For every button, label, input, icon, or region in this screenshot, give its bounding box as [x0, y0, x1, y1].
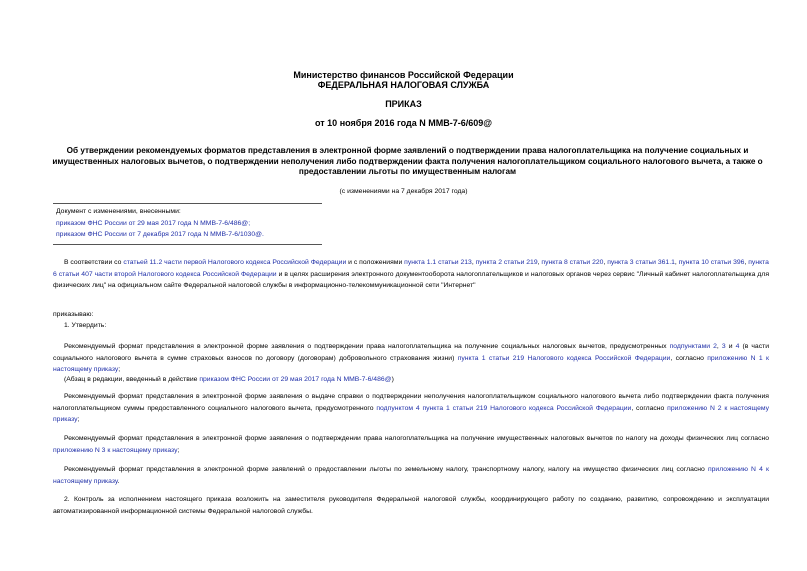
- link-subparagraph-3[interactable]: 3: [721, 343, 726, 350]
- amendments-bottom-rule: [53, 244, 322, 245]
- preamble-text: В соответствии со: [64, 259, 124, 266]
- service-heading: ФЕДЕРАЛЬНАЯ НАЛОГОВАЯ СЛУЖБА: [317, 80, 490, 90]
- link-appendix-4[interactable]: приложению N 4 к настоящему приказу: [53, 466, 769, 485]
- link-subparagraph-4-art219[interactable]: подпунктом 4 пункта 1 статьи 219 Налогового кодекса Российской Федерации: [376, 404, 632, 412]
- edition-note: (с изменениями на 7 декабря 2017 года): [339, 188, 468, 195]
- link-art213[interactable]: пункта 1.1 статьи 213: [404, 259, 472, 266]
- amendments-top-rule: [53, 203, 322, 204]
- date-number-heading: от 10 ноября 2016 года N ММВ-7-6/609@: [315, 118, 492, 128]
- link-art407[interactable]: пункта 6 статьи 407 части второй Налогового кодекса Российской Федерации: [53, 259, 769, 278]
- link-article-11-2[interactable]: статьей 11.2 части первой Налогового кодекса Российской Федерации: [123, 259, 347, 266]
- para-format-3: Рекомендуемый формат представления в электронной форме заявления о подтверждении права налогоплательщика на получение имущественных налоговых вычетов по налогу на доходы физических лиц согласно приложению N 3 к настоящему приказу;: [53, 435, 769, 454]
- document-title: Об утверждении рекомендуемых форматов представления в электронной форме заявлений о подтверждении права налогоплательщика на получение социальных и имущественных налоговых вычетов, о подтверждении неполучения либо подтверждении факта получения налогоплательщиком социального налогового вычета, а также о предоставлении льготы по имущественным налогам: [52, 146, 763, 177]
- link-art219-p1[interactable]: пункта 1 статьи 219 Налогового кодекса Российской Федерации: [457, 354, 671, 362]
- doc-type-heading: ПРИКАЗ: [385, 99, 422, 109]
- preamble-paragraph: [53, 257, 769, 292]
- amendments-heading: Документ с изменениями, внесенными:: [56, 208, 181, 215]
- preamble-text: ,: [471, 259, 476, 266]
- link-appendix-1[interactable]: приложению N 1 к настоящему приказу: [53, 354, 769, 373]
- preamble-text: ,: [537, 259, 542, 266]
- preamble-text: ,: [674, 259, 679, 266]
- link-art361[interactable]: пункта 3 статьи 361.1: [607, 259, 675, 266]
- link-art219[interactable]: пункта 2 статьи 219: [475, 259, 538, 266]
- para-format-4: Рекомендуемый формат представления в электронной форме заявлений о предоставлении льготы по земельному налогу, транспортному налогу, налогу на имущество физических лиц согласно приложению N 4 к настоящему приказу.: [53, 466, 769, 485]
- para-format-1-note: (Абзац в редакции, введенный в действие приказом ФНС России от 29 мая 2017 года N ММВ-7-6/486@): [64, 376, 394, 383]
- amendment-link-2[interactable]: приказом ФНС России от 7 декабря 2017 года N ММВ-7-6/1030@.: [56, 231, 264, 238]
- link-art396[interactable]: пункта 10 статьи 396: [678, 259, 745, 266]
- order-word: приказываю:: [53, 311, 94, 318]
- amendment-link-1[interactable]: приказом ФНС России от 29 мая 2017 года N ММВ-7-6/486@;: [56, 219, 251, 227]
- para-format-1: Рекомендуемый формат представления в электронной форме заявления о подтверждении права налогоплательщика на получение социальных налоговых вычетов, предусмотренных подпунктами 2, 3 и 4 (в части социального налогового вычета в сумме страховых взносов по договору (договорам) добровольного страхования жизни) пункта 1 статьи 219 Налогового кодекса Российской Федерации, согласно приложению N 1 к настоящему приказу;: [53, 343, 770, 373]
- item-1: 1. Утвердить:: [64, 322, 107, 329]
- para-format-2: Рекомендуемый формат представления в электронной форме заявления о выдаче справки о подтверждении неполучения налогоплательщиком социального налогового вычета либо подтверждении факта получения налогоплательщиком суммы предоставленного социального налогового вычета, предусмотренного подпунктом 4 пункта 1 статьи 219 Налогового кодекса Российской Федерации, согласно приложению N 2 к настоящему приказу;: [53, 393, 769, 423]
- preamble-text: и в целях расширения электронного документооборота налогоплательщиков и налоговых органов через сервис "Личный кабинет налогоплательщика для физических лиц" на официальном сайте Федеральной налоговой службы в информационно-телекоммуникационной сети "Интернет": [53, 270, 769, 289]
- preamble-text: ,: [744, 259, 749, 266]
- preamble-text: ,: [603, 259, 608, 266]
- link-appendix-3[interactable]: приложению N 3 к настоящему приказу: [53, 446, 178, 454]
- amendments-box: [56, 206, 264, 241]
- preamble-text: и с положениями: [346, 259, 405, 266]
- link-appendix-2[interactable]: приложению N 2 к настоящему приказу: [53, 404, 769, 423]
- link-subparagraph-4[interactable]: 4: [735, 343, 740, 350]
- ministry-heading: Министерство финансов Российской Федерации: [293, 70, 514, 80]
- link-order-486[interactable]: приказом ФНС России от 29 мая 2017 года N ММВ-7-6/486@: [199, 376, 392, 383]
- para-control: 2. Контроль за исполнением настоящего приказа возложить на заместителя руководителя Федеральной налоговой службы, координирующего работу по созданию, развитию, сопровождению и эксплуатации автоматизированной информационной системы Федеральной налоговой службы.: [53, 496, 769, 515]
- link-subparagraph-2[interactable]: подпунктами 2: [669, 343, 717, 350]
- link-art220[interactable]: пункта 8 статьи 220: [541, 259, 604, 266]
